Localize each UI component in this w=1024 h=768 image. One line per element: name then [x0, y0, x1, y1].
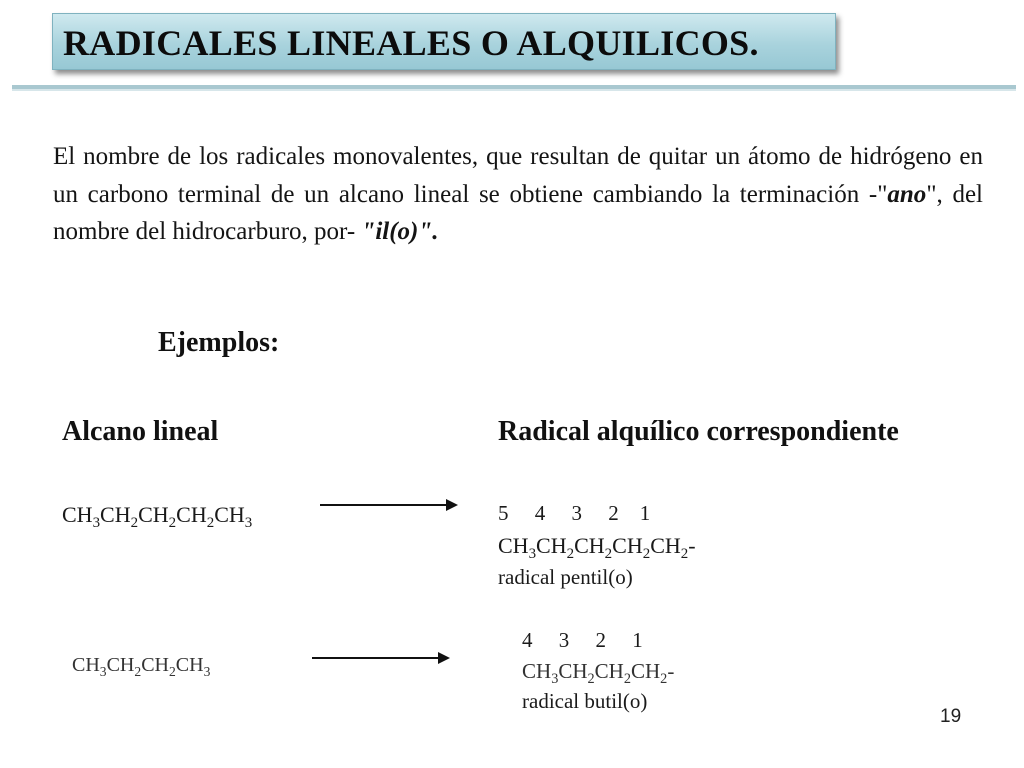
formula-subscript: 3 — [244, 515, 253, 532]
intro-paragraph — [53, 138, 983, 251]
formula-subscript: 2 — [206, 515, 215, 532]
formula-subscript: 3 — [528, 546, 537, 563]
formula-group: CH — [574, 533, 605, 558]
intro-text-part2: ", del nombre del hidrocarburo, por- — [53, 180, 983, 245]
formula-subscript: 2 — [604, 546, 613, 563]
alkane-column-heading: Alcano lineal — [62, 416, 219, 447]
formula-group: CH — [498, 533, 529, 558]
formula-group: CH — [594, 659, 624, 683]
formula-group: - — [688, 533, 696, 558]
formula-group: CH — [176, 502, 207, 527]
radical-formula-pentyl — [498, 533, 696, 563]
formula-subscript: 2 — [680, 546, 689, 563]
radical-name-butyl: radical butil(o) — [522, 689, 648, 713]
carbon-numbering-butyl: 4 3 2 1 — [522, 628, 643, 652]
formula-group: CH — [650, 533, 681, 558]
formula-group: CH — [106, 654, 135, 676]
radical-name-pentyl: radical pentil(o) — [498, 565, 633, 589]
alkane-formula-pentane — [62, 502, 253, 532]
slide-title: RADICALES LINEALES O ALQUILICOS. — [63, 23, 759, 63]
formula-group: CH — [138, 502, 169, 527]
formula-group: CH — [522, 659, 552, 683]
formula-subscript: 3 — [92, 515, 101, 532]
radical-column-heading: Radical alquílico correspondiente — [498, 416, 899, 447]
formula-subscript: 2 — [168, 663, 176, 679]
formula-subscript: 2 — [130, 515, 139, 532]
reaction-arrow-2 — [310, 649, 452, 667]
formula-group: CH — [141, 654, 169, 676]
intro-text-part1: El nombre de los radicales monovalentes, que resultan de quitar un átomo de hidrógeno en un carbono terminal de un alcano lineal se obtiene cambiando la terminación -" — [53, 143, 983, 208]
title-divider-shadow — [12, 89, 1016, 91]
examples-heading: Ejemplos: — [158, 327, 280, 358]
intro-bold-ano: ano — [887, 180, 927, 208]
alkane-formula-butane — [72, 654, 210, 677]
formula-group: CH — [62, 502, 93, 527]
page-number: 19 — [940, 706, 962, 727]
formula-subscript: 2 — [642, 546, 651, 563]
formula-group: CH — [100, 502, 131, 527]
formula-group: CH — [175, 654, 204, 676]
formula-subscript: 2 — [587, 670, 595, 687]
formula-group: CH — [612, 533, 643, 558]
radical-formula-butyl — [522, 659, 675, 687]
formula-group: CH — [630, 659, 661, 683]
intro-bold-ilo: "il(o)". — [361, 218, 439, 245]
formula-subscript: 2 — [168, 515, 177, 532]
formula-subscript: 3 — [203, 663, 211, 679]
carbon-numbering-pentyl: 5 4 3 2 1 — [498, 501, 651, 525]
formula-subscript: 2 — [623, 670, 631, 687]
formula-group: CH — [214, 502, 245, 527]
formula-subscript: 2 — [660, 670, 668, 687]
formula-group: CH — [558, 659, 588, 683]
formula-subscript: 2 — [566, 546, 575, 563]
formula-subscript: 3 — [551, 670, 559, 687]
title-banner — [52, 13, 836, 70]
formula-group: - — [667, 659, 675, 683]
formula-group: CH — [72, 654, 100, 676]
formula-subscript: 2 — [134, 663, 142, 679]
formula-subscript: 3 — [99, 663, 107, 679]
formula-group: CH — [536, 533, 567, 558]
reaction-arrow-1 — [318, 496, 460, 514]
